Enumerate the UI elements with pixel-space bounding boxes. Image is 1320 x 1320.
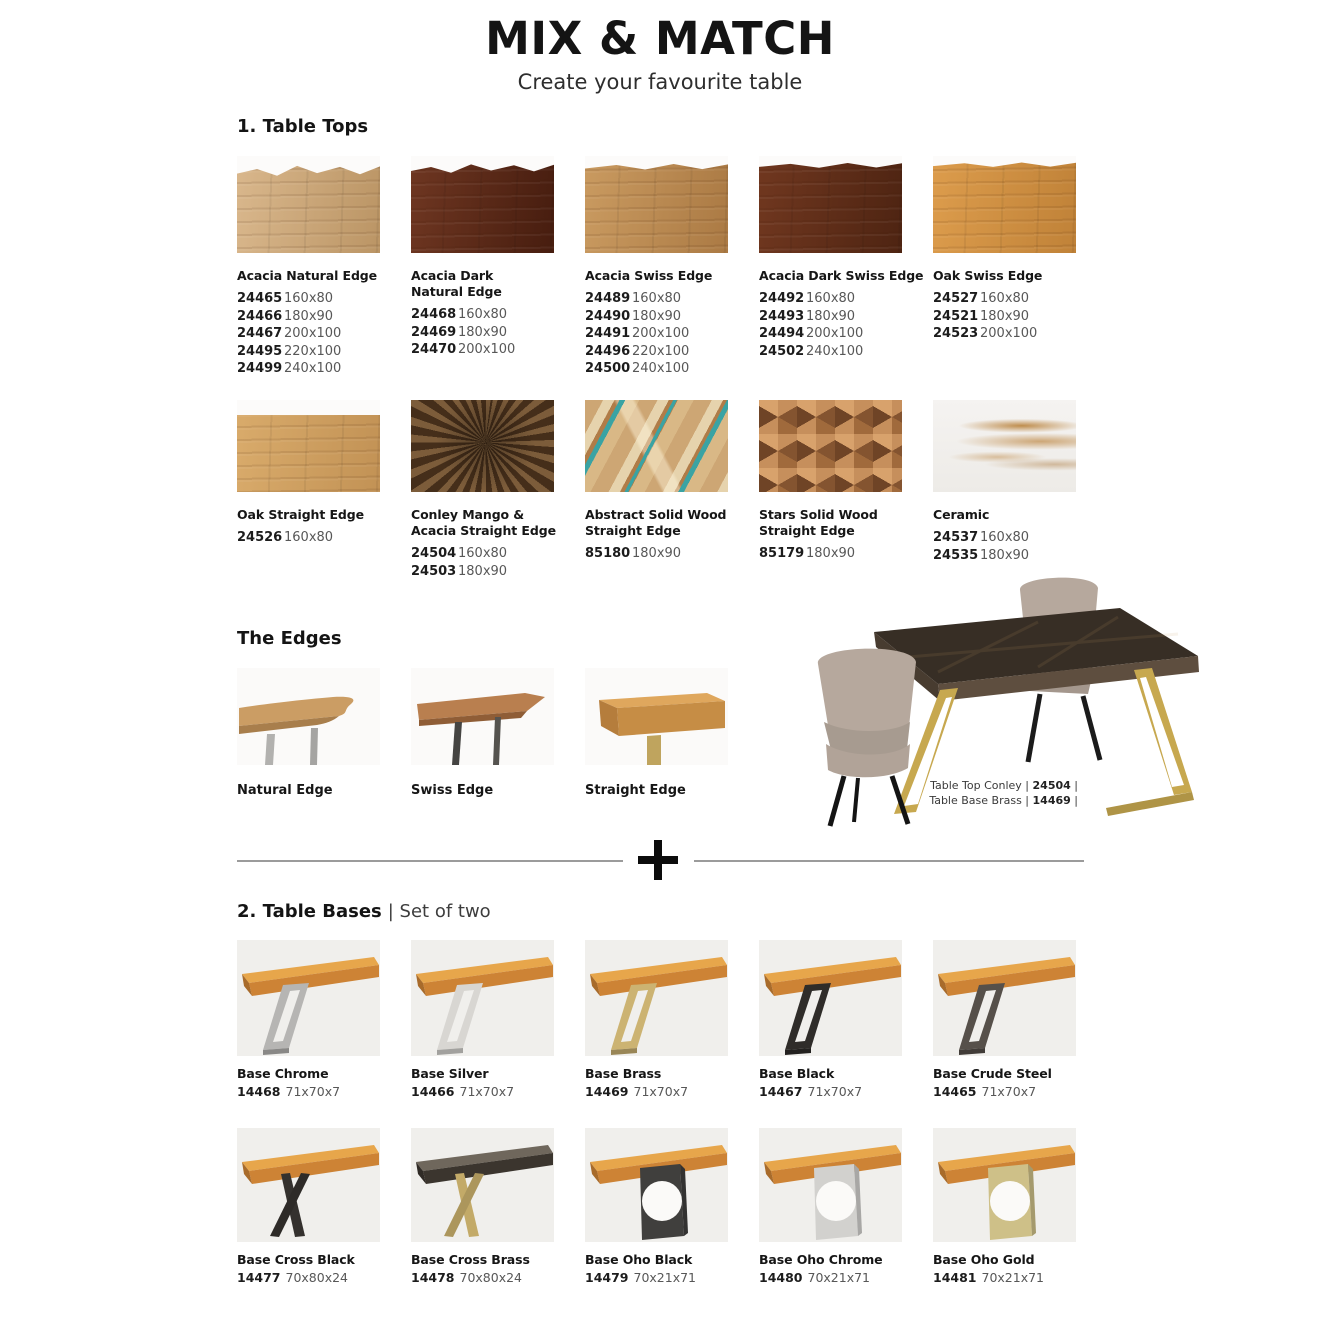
product-name-line: Acacia Swiss Edge <box>585 268 713 283</box>
live-edge-overlay <box>411 156 554 178</box>
table-top-image <box>585 156 728 253</box>
variant-sku: 24535 <box>933 547 979 563</box>
edges-row <box>237 668 728 798</box>
base-sku-size <box>411 1084 554 1099</box>
product-card <box>237 400 380 580</box>
base-photo-svg <box>759 940 902 1056</box>
base-photo-svg <box>585 940 728 1056</box>
variant-sku: 24523 <box>933 326 979 341</box>
base-size: 71x70x7 <box>633 1084 689 1099</box>
variant-row <box>585 545 728 563</box>
table-tops-row-2 <box>237 400 1076 580</box>
variant-list <box>759 545 902 563</box>
table-top-image <box>411 156 554 253</box>
edge-card <box>237 668 380 798</box>
variant-row <box>237 529 380 547</box>
product-name <box>585 268 728 284</box>
edge-label: Swiss Edge <box>411 783 494 798</box>
variant-size: 220x100 <box>284 343 342 359</box>
base-card <box>237 940 380 1099</box>
variant-sku: 24537 <box>933 530 979 545</box>
variant-list <box>411 545 554 580</box>
base-sku-size <box>585 1084 728 1099</box>
edge-photo-svg <box>237 668 380 765</box>
variant-sku: 24495 <box>237 343 283 359</box>
page-title: MIX & MATCH <box>485 12 835 65</box>
variant-list <box>411 306 554 359</box>
variant-row <box>237 360 380 378</box>
live-edge-overlay <box>237 400 380 415</box>
variant-size: 160x80 <box>284 291 334 306</box>
base-sku: 14478 <box>411 1270 455 1285</box>
table-top-image <box>585 400 728 492</box>
variant-row <box>237 290 380 308</box>
variant-list <box>933 529 1076 564</box>
variant-row <box>237 325 380 343</box>
variant-size: 160x80 <box>284 530 334 545</box>
base-image <box>585 1128 728 1242</box>
base-image <box>411 940 554 1056</box>
base-name: Base Black <box>759 1066 835 1081</box>
variant-sku: 24500 <box>585 361 631 376</box>
variant-sku: 24494 <box>759 326 805 341</box>
variant-size: 200x100 <box>806 326 864 341</box>
table-top-image <box>759 400 902 492</box>
variant-size: 180x90 <box>806 308 856 324</box>
variant-sku: 24465 <box>237 291 283 306</box>
base-image <box>759 940 902 1056</box>
product-name <box>933 268 1076 284</box>
variant-size: 160x80 <box>806 291 856 306</box>
base-size: 71x70x7 <box>807 1084 863 1099</box>
base-sku-size <box>933 1270 1076 1285</box>
base-card <box>411 940 554 1099</box>
base-name: Base Chrome <box>237 1066 329 1081</box>
variant-sku: 85179 <box>759 546 805 561</box>
variant-sku: 24468 <box>411 307 457 322</box>
variant-list <box>759 290 902 360</box>
base-name: Base Cross Brass <box>411 1252 530 1267</box>
table-bases-row-2 <box>237 1128 1076 1285</box>
variant-row <box>933 529 1076 547</box>
base-size: 71x70x7 <box>285 1084 341 1099</box>
base-name: Base Brass <box>585 1066 662 1081</box>
product-name <box>411 507 554 539</box>
base-sku: 14477 <box>237 1270 281 1285</box>
edge-photo-svg <box>411 668 554 765</box>
base-photo-svg <box>237 1128 380 1242</box>
variant-list <box>585 290 728 378</box>
base-name: Base Oho Chrome <box>759 1252 883 1267</box>
product-card <box>585 156 728 378</box>
variant-list <box>237 290 380 378</box>
base-sku-size <box>585 1270 728 1285</box>
base-size: 70x21x71 <box>807 1270 871 1285</box>
base-card <box>933 940 1076 1099</box>
table-top-image <box>759 156 902 253</box>
variant-sku: 24496 <box>585 343 631 359</box>
base-image <box>933 1128 1076 1242</box>
table-top-image <box>237 400 380 492</box>
variant-size: 200x100 <box>458 342 516 357</box>
variant-size: 180x90 <box>458 563 508 579</box>
base-card <box>585 1128 728 1285</box>
table-top-image <box>237 156 380 253</box>
base-sku: 14468 <box>237 1084 281 1099</box>
base-sku: 14479 <box>585 1270 629 1285</box>
variant-row <box>585 290 728 308</box>
product-name <box>411 268 554 300</box>
variant-row <box>585 308 728 326</box>
live-edge-overlay <box>237 156 380 182</box>
table-bases-row-1 <box>237 940 1076 1099</box>
table-tops-row-1 <box>237 156 1076 378</box>
variant-sku: 24502 <box>759 343 805 359</box>
product-card <box>411 400 554 580</box>
variant-row <box>237 343 380 361</box>
variant-size: 180x90 <box>458 324 508 340</box>
variant-size: 180x90 <box>632 546 682 561</box>
product-card <box>759 400 902 580</box>
variant-size: 180x90 <box>632 308 682 324</box>
base-size: 70x21x71 <box>633 1270 697 1285</box>
variant-size: 160x80 <box>980 530 1030 545</box>
variant-row <box>585 343 728 361</box>
variant-sku: 85180 <box>585 546 631 561</box>
base-sku-size <box>411 1270 554 1285</box>
product-name <box>237 507 380 523</box>
product-name-line: Oak Swiss Edge <box>933 268 1043 283</box>
variant-row <box>411 563 554 581</box>
base-card <box>585 940 728 1099</box>
variant-size: 200x100 <box>980 326 1038 341</box>
variant-row <box>411 306 554 324</box>
base-size: 70x80x24 <box>285 1270 349 1285</box>
section-heading-edges: The Edges <box>237 628 342 649</box>
table-top-image <box>933 156 1076 253</box>
product-name <box>759 507 902 539</box>
base-sku: 14480 <box>759 1270 803 1285</box>
edge-label: Natural Edge <box>237 783 333 798</box>
base-sku: 14469 <box>585 1084 629 1099</box>
variant-row <box>933 325 1076 343</box>
hero-caption <box>920 778 1078 808</box>
base-photo-svg <box>759 1128 902 1242</box>
base-name: Base Oho Black <box>585 1252 693 1267</box>
edge-card <box>585 668 728 798</box>
base-card <box>237 1128 380 1285</box>
base-sku: 14467 <box>759 1084 803 1099</box>
edge-image <box>237 668 380 765</box>
variant-sku: 24466 <box>237 308 283 324</box>
variant-sku: 24521 <box>933 308 979 324</box>
base-photo-svg <box>585 1128 728 1242</box>
variant-size: 200x100 <box>632 326 690 341</box>
divider-line-left <box>237 860 623 862</box>
page-subtitle: Create your favourite table <box>517 70 803 94</box>
base-name: Base Cross Black <box>237 1252 355 1267</box>
base-size: 70x80x24 <box>459 1270 523 1285</box>
live-edge-overlay <box>585 156 728 172</box>
variant-row <box>933 308 1076 326</box>
live-edge-overlay <box>933 156 1076 169</box>
variant-size: 220x100 <box>632 343 690 359</box>
product-name-line: Ceramic <box>933 507 990 522</box>
product-card <box>237 156 380 378</box>
variant-sku: 24491 <box>585 326 631 341</box>
product-name-line: Straight Edge <box>585 523 681 538</box>
base-image <box>585 940 728 1056</box>
product-name-line: Stars Solid Wood <box>759 507 878 522</box>
variant-sku: 24504 <box>411 546 457 561</box>
variant-row <box>759 545 902 563</box>
edge-image <box>585 668 728 765</box>
variant-size: 240x100 <box>806 343 864 359</box>
product-name-line: Acacia Dark <box>411 268 494 283</box>
variant-row <box>933 547 1076 565</box>
base-name: Base Oho Gold <box>933 1252 1035 1267</box>
variant-list <box>585 545 728 563</box>
product-name-line: Acacia Dark Swiss Edge <box>759 268 924 283</box>
hero-table-photo <box>788 572 1216 830</box>
product-name-line: Oak Straight Edge <box>237 507 364 522</box>
variant-size: 180x90 <box>980 308 1030 324</box>
variant-list <box>933 290 1076 343</box>
base-sku-size <box>759 1084 902 1099</box>
variant-sku: 24470 <box>411 342 457 357</box>
base-sku-size <box>237 1270 380 1285</box>
variant-size: 180x90 <box>980 547 1030 563</box>
variant-row <box>759 290 902 308</box>
hero-caption-line: Table Base Brass | 14469 | <box>929 794 1078 807</box>
base-size: 70x21x71 <box>981 1270 1045 1285</box>
variant-list <box>237 529 380 547</box>
product-card <box>933 400 1076 580</box>
variant-sku: 24499 <box>237 361 283 376</box>
variant-row <box>759 325 902 343</box>
edge-image <box>411 668 554 765</box>
live-edge-overlay <box>759 156 902 170</box>
base-image <box>411 1128 554 1242</box>
variant-size: 240x100 <box>632 361 690 376</box>
variant-size: 160x80 <box>980 291 1030 306</box>
plus-icon <box>638 840 678 880</box>
hero-caption-line: Table Top Conley | 24504 | <box>930 779 1078 792</box>
base-photo-svg <box>411 940 554 1056</box>
variant-sku: 24469 <box>411 324 457 340</box>
base-size: 71x70x7 <box>981 1084 1037 1099</box>
product-name-line: Natural Edge <box>411 284 502 299</box>
base-photo-svg <box>237 940 380 1056</box>
product-name-line: Straight Edge <box>759 523 855 538</box>
product-card <box>933 156 1076 378</box>
edge-label: Straight Edge <box>585 783 686 798</box>
base-photo-svg <box>933 1128 1076 1242</box>
variant-size: 240x100 <box>284 361 342 376</box>
section-heading-table-bases: 2. Table Bases | Set of two <box>237 901 491 922</box>
base-photo-svg <box>933 940 1076 1056</box>
divider-line-right <box>694 860 1084 862</box>
variant-row <box>411 324 554 342</box>
variant-size: 160x80 <box>458 307 508 322</box>
variant-sku: 24503 <box>411 563 457 579</box>
base-image <box>237 940 380 1056</box>
base-sku-size <box>237 1084 380 1099</box>
base-sku: 14465 <box>933 1084 977 1099</box>
variant-sku: 24490 <box>585 308 631 324</box>
variant-size: 160x80 <box>632 291 682 306</box>
base-card <box>759 940 902 1099</box>
base-sku: 14481 <box>933 1270 977 1285</box>
product-card <box>585 400 728 580</box>
product-name <box>933 507 1076 523</box>
variant-sku: 24526 <box>237 530 283 545</box>
table-top-image <box>411 400 554 492</box>
product-card <box>759 156 924 378</box>
product-name-line: Conley Mango & <box>411 507 525 522</box>
variant-row <box>411 341 554 359</box>
product-name <box>585 507 728 539</box>
base-image <box>759 1128 902 1242</box>
section-heading-table-tops: 1. Table Tops <box>237 116 369 137</box>
variant-row <box>585 325 728 343</box>
variant-sku: 24493 <box>759 308 805 324</box>
base-sku: 14466 <box>411 1084 455 1099</box>
product-card <box>411 156 554 378</box>
base-name: Base Crude Steel <box>933 1066 1052 1081</box>
variant-row <box>237 308 380 326</box>
variant-size: 180x90 <box>284 308 334 324</box>
variant-size: 180x90 <box>806 546 856 561</box>
variant-sku: 24527 <box>933 291 979 306</box>
base-sku-size <box>759 1270 902 1285</box>
product-name-line: Abstract Solid Wood <box>585 507 727 522</box>
base-image <box>933 940 1076 1056</box>
product-name-line: Acacia Natural Edge <box>237 268 378 283</box>
edge-card <box>411 668 554 798</box>
variant-sku: 24489 <box>585 291 631 306</box>
variant-row <box>933 290 1076 308</box>
variant-row <box>759 343 902 361</box>
edge-photo-svg <box>585 668 728 765</box>
variant-size: 200x100 <box>284 326 342 341</box>
base-name: Base Silver <box>411 1066 489 1081</box>
base-photo-svg <box>411 1128 554 1242</box>
base-card <box>759 1128 902 1285</box>
base-card <box>933 1128 1076 1285</box>
table-top-image <box>933 400 1076 492</box>
variant-size: 160x80 <box>458 546 508 561</box>
product-name-line: Acacia Straight Edge <box>411 523 556 538</box>
variant-row <box>585 360 728 378</box>
variant-sku: 24467 <box>237 326 283 341</box>
base-image <box>237 1128 380 1242</box>
variant-sku: 24492 <box>759 291 805 306</box>
product-name <box>759 268 924 284</box>
base-card <box>411 1128 554 1285</box>
variant-row <box>759 308 902 326</box>
variant-row <box>411 545 554 563</box>
product-name <box>237 268 380 284</box>
base-size: 71x70x7 <box>459 1084 515 1099</box>
base-sku-size <box>933 1084 1076 1099</box>
